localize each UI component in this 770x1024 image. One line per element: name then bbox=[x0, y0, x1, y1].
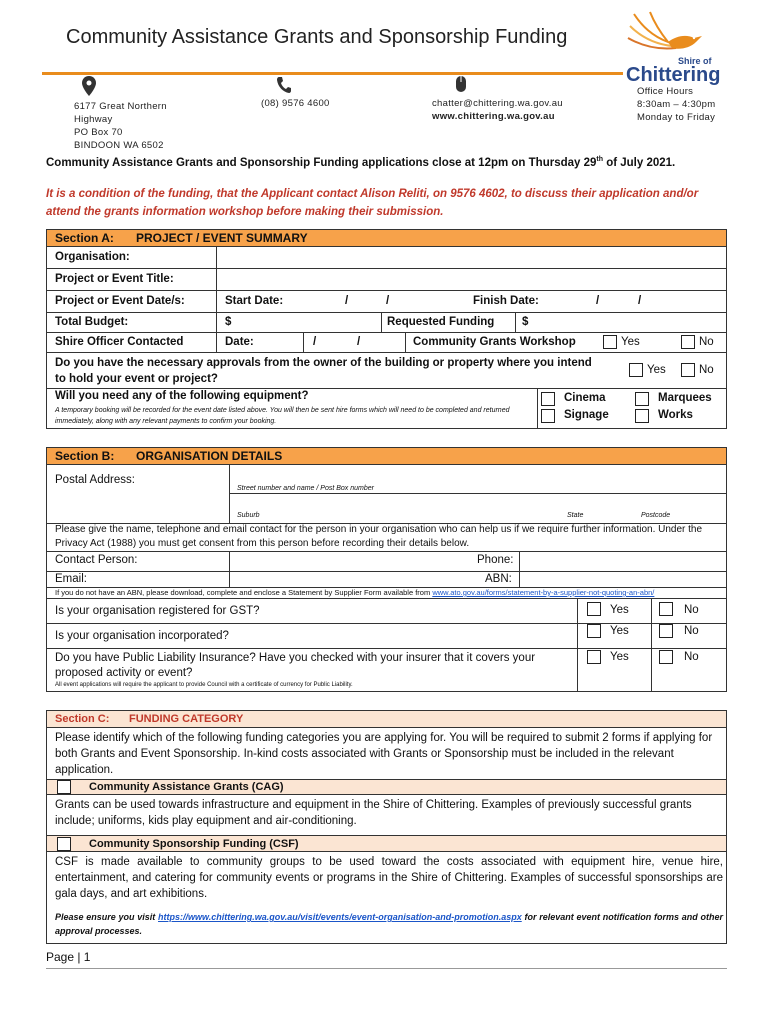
gst-no-checkbox[interactable] bbox=[659, 602, 673, 616]
marquees-label: Marquees bbox=[658, 392, 712, 404]
abn-label: ABN: bbox=[485, 573, 512, 585]
section-b-prefix: Section B: bbox=[55, 449, 115, 463]
logo-big-text: Chittering bbox=[626, 64, 721, 86]
closing-notice: Community Assistance Grants and Sponsorship Funding applications close at 12pm on Thursday 29th of July 2021. bbox=[46, 156, 676, 169]
csf-header bbox=[47, 835, 726, 852]
works-label: Works bbox=[658, 409, 693, 421]
no-label: No bbox=[684, 651, 699, 663]
no-label: No bbox=[699, 336, 714, 348]
dates-label: Project or Event Date/s: bbox=[55, 295, 185, 307]
address-line: PO Box 70 bbox=[74, 127, 123, 138]
total-budget-label: Total Budget: bbox=[55, 316, 129, 328]
works-checkbox[interactable] bbox=[635, 409, 649, 423]
shire-logo bbox=[624, 6, 720, 86]
title-label: Project or Event Title: bbox=[55, 273, 174, 285]
yes-label: Yes bbox=[647, 364, 666, 376]
section-b bbox=[46, 447, 727, 692]
section-b-title: ORGANISATION DETAILS bbox=[136, 449, 283, 463]
funding-intro: Please identify which of the following funding categories you are applying for. You will be required to submit 2 forms if applying for both Grants and Event Sponsorship. In-kind costs associated with Grants or Sponsorship must be included in the relevant application. bbox=[55, 732, 713, 776]
csf-title: Community Sponsorship Funding (CSF) bbox=[89, 838, 299, 850]
address-line: 6177 Great Northern bbox=[74, 101, 167, 112]
title-field[interactable] bbox=[217, 269, 725, 290]
liability-question: Do you have Public Liability Insurance? Have you checked with your insurer that it covers your proposed activity or event? bbox=[55, 652, 536, 679]
page-title: Community Assistance Grants and Sponsorship Funding bbox=[66, 26, 568, 48]
csf-checkbox[interactable] bbox=[57, 837, 71, 851]
date-slash: / bbox=[638, 295, 642, 307]
address-block bbox=[74, 100, 167, 152]
phone-icon bbox=[277, 76, 291, 94]
ato-link[interactable]: www.ato.gov.au/forms/statement-by-a-supplier-not-quoting-an-abn/ bbox=[432, 588, 655, 597]
yes-label: Yes bbox=[610, 651, 629, 663]
marquees-checkbox[interactable] bbox=[635, 392, 649, 406]
header-rule bbox=[42, 72, 623, 75]
postal-label: Postal Address: bbox=[55, 474, 135, 486]
email-label: Email: bbox=[55, 573, 87, 585]
section-c-title: FUNDING CATEGORY bbox=[129, 713, 244, 725]
office-hours bbox=[637, 85, 715, 124]
state-hint: State bbox=[567, 512, 584, 519]
gst-question: Is your organisation registered for GST? bbox=[55, 605, 260, 617]
organisation-field[interactable] bbox=[217, 248, 725, 268]
workshop-label: Community Grants Workshop bbox=[413, 336, 576, 348]
events-link[interactable]: https://www.chittering.wa.gov.au/visit/events/event-organisation-and-promotion.aspx bbox=[158, 912, 522, 922]
postcode-hint: Postcode bbox=[641, 512, 671, 519]
liability-yes-checkbox[interactable] bbox=[587, 650, 601, 664]
start-date-label: Start Date: bbox=[225, 295, 284, 307]
officer-date-label: Date: bbox=[225, 336, 254, 348]
cinema-checkbox[interactable] bbox=[541, 392, 555, 406]
phone-number: (08) 9576 4600 bbox=[261, 98, 330, 109]
date-slash: / bbox=[357, 336, 361, 348]
workshop-yes-checkbox[interactable] bbox=[603, 335, 617, 349]
logo-small-text: Shire of bbox=[678, 56, 712, 66]
location-pin-icon bbox=[82, 76, 96, 98]
contact-label: Contact Person: bbox=[55, 554, 138, 566]
date-slash: / bbox=[345, 295, 349, 307]
section-a bbox=[46, 229, 727, 429]
gst-yes-checkbox[interactable] bbox=[587, 602, 601, 616]
cag-header bbox=[47, 779, 726, 795]
incorporated-question: Is your organisation incorporated? bbox=[55, 630, 229, 642]
dollar-sign: $ bbox=[522, 316, 529, 328]
email-field[interactable] bbox=[230, 572, 476, 587]
liability-note: All event applications will require the applicant to provide Council with a certificate of currency for Public Liability. bbox=[55, 682, 353, 688]
abn-field[interactable] bbox=[520, 572, 725, 587]
street-hint: Street number and name / Post Box number bbox=[237, 485, 374, 492]
equipment-question: Will you need any of the following equipment? bbox=[55, 390, 309, 402]
section-a-header bbox=[47, 230, 726, 247]
office-hours-line: Office Hours bbox=[637, 86, 694, 97]
yes-label: Yes bbox=[621, 336, 640, 348]
signage-label: Signage bbox=[564, 409, 609, 421]
mouse-icon bbox=[455, 74, 467, 94]
csf-text: CSF is made available to community groups to be used toward the costs associated with equipment hire, venue hire, entertainment, and catering for community events or programs in the Shire of Chittering. Examples of successful sponsorships are gala days, and art exhibitions. bbox=[55, 856, 723, 900]
contact-field[interactable] bbox=[230, 552, 476, 571]
address-line: BINDOON WA 6502 bbox=[74, 140, 164, 151]
dollar-sign: $ bbox=[225, 316, 232, 328]
no-label: No bbox=[684, 625, 699, 637]
organisation-label: Organisation: bbox=[55, 251, 130, 263]
liability-no-checkbox[interactable] bbox=[659, 650, 673, 664]
incorporated-yes-checkbox[interactable] bbox=[587, 624, 601, 638]
suburb-hint: Suburb bbox=[237, 512, 260, 519]
incorporated-no-checkbox[interactable] bbox=[659, 624, 673, 638]
section-c bbox=[46, 710, 727, 944]
signage-checkbox[interactable] bbox=[541, 409, 555, 423]
equipment-note: A temporary booking will be recorded for the event date listed above. You will then be sent hire forms which will need to be completed and returned immediately, along with any relevant payments to confirm your booking. bbox=[55, 407, 510, 425]
approvals-yes-checkbox[interactable] bbox=[629, 363, 643, 377]
condition-notice: It is a condition of the funding, that the Applicant contact Alison Reliti, on 9576 4602, to discuss their application and/or attend the grants information workshop before making their submission. bbox=[46, 188, 699, 218]
no-label: No bbox=[699, 364, 714, 376]
cag-checkbox[interactable] bbox=[57, 780, 71, 794]
workshop-no-checkbox[interactable] bbox=[681, 335, 695, 349]
cag-title: Community Assistance Grants (CAG) bbox=[89, 781, 284, 793]
address-line: Highway bbox=[74, 114, 113, 125]
section-c-header bbox=[47, 711, 726, 728]
requested-funding-label: Requested Funding bbox=[387, 316, 495, 328]
phone-label: Phone: bbox=[477, 554, 514, 566]
privacy-note: Please give the name, telephone and email contact for the person in your organisation who can help us if we require further information. Under the Privacy Act (1988) you must get consent from this person before recording their details below. bbox=[55, 524, 703, 549]
yes-label: Yes bbox=[610, 604, 629, 616]
website-link[interactable]: www.chittering.wa.gov.au bbox=[432, 111, 555, 122]
page-number: Page | 1 bbox=[46, 950, 91, 964]
approvals-no-checkbox[interactable] bbox=[681, 363, 695, 377]
office-hours-line: 8:30am – 4:30pm bbox=[637, 99, 716, 110]
section-a-title: PROJECT / EVENT SUMMARY bbox=[136, 231, 308, 245]
visit-note: Please ensure you visit https://www.chittering.wa.gov.au/visit/events/event-organisation-and-promotion.aspx for relevant event notification forms and other approval processes. bbox=[55, 912, 723, 936]
footer-rule bbox=[46, 968, 727, 969]
office-hours-line: Monday to Friday bbox=[637, 112, 716, 123]
section-a-prefix: Section A: bbox=[55, 231, 114, 245]
yes-label: Yes bbox=[610, 625, 629, 637]
email-link[interactable]: chatter@chittering.wa.gov.au bbox=[432, 98, 563, 109]
finish-date-label: Finish Date: bbox=[473, 295, 539, 307]
date-slash: / bbox=[313, 336, 317, 348]
phone-field[interactable] bbox=[520, 552, 725, 571]
cag-text: Grants can be used towards infrastructure and equipment in the Shire of Chittering. Examples of previously successful grants include; uniforms, kids play equipment and air-conditioning. bbox=[55, 799, 692, 827]
section-b-header bbox=[47, 448, 726, 465]
abn-note: If you do not have an ABN, please download, complete and enclose a Statement by Supplier Form available from www.ato.gov.au/forms/statement-by-a-supplier-not-quoting-an-abn/ bbox=[55, 588, 655, 597]
officer-label: Shire Officer Contacted bbox=[55, 336, 184, 348]
date-slash: / bbox=[596, 295, 600, 307]
approvals-question: Do you have the necessary approvals from the owner of the building or property where you intend to hold your event or project? bbox=[55, 357, 592, 385]
no-label: No bbox=[684, 604, 699, 616]
date-slash: / bbox=[386, 295, 390, 307]
section-c-prefix: Section C: bbox=[55, 713, 110, 725]
cinema-label: Cinema bbox=[564, 392, 606, 404]
